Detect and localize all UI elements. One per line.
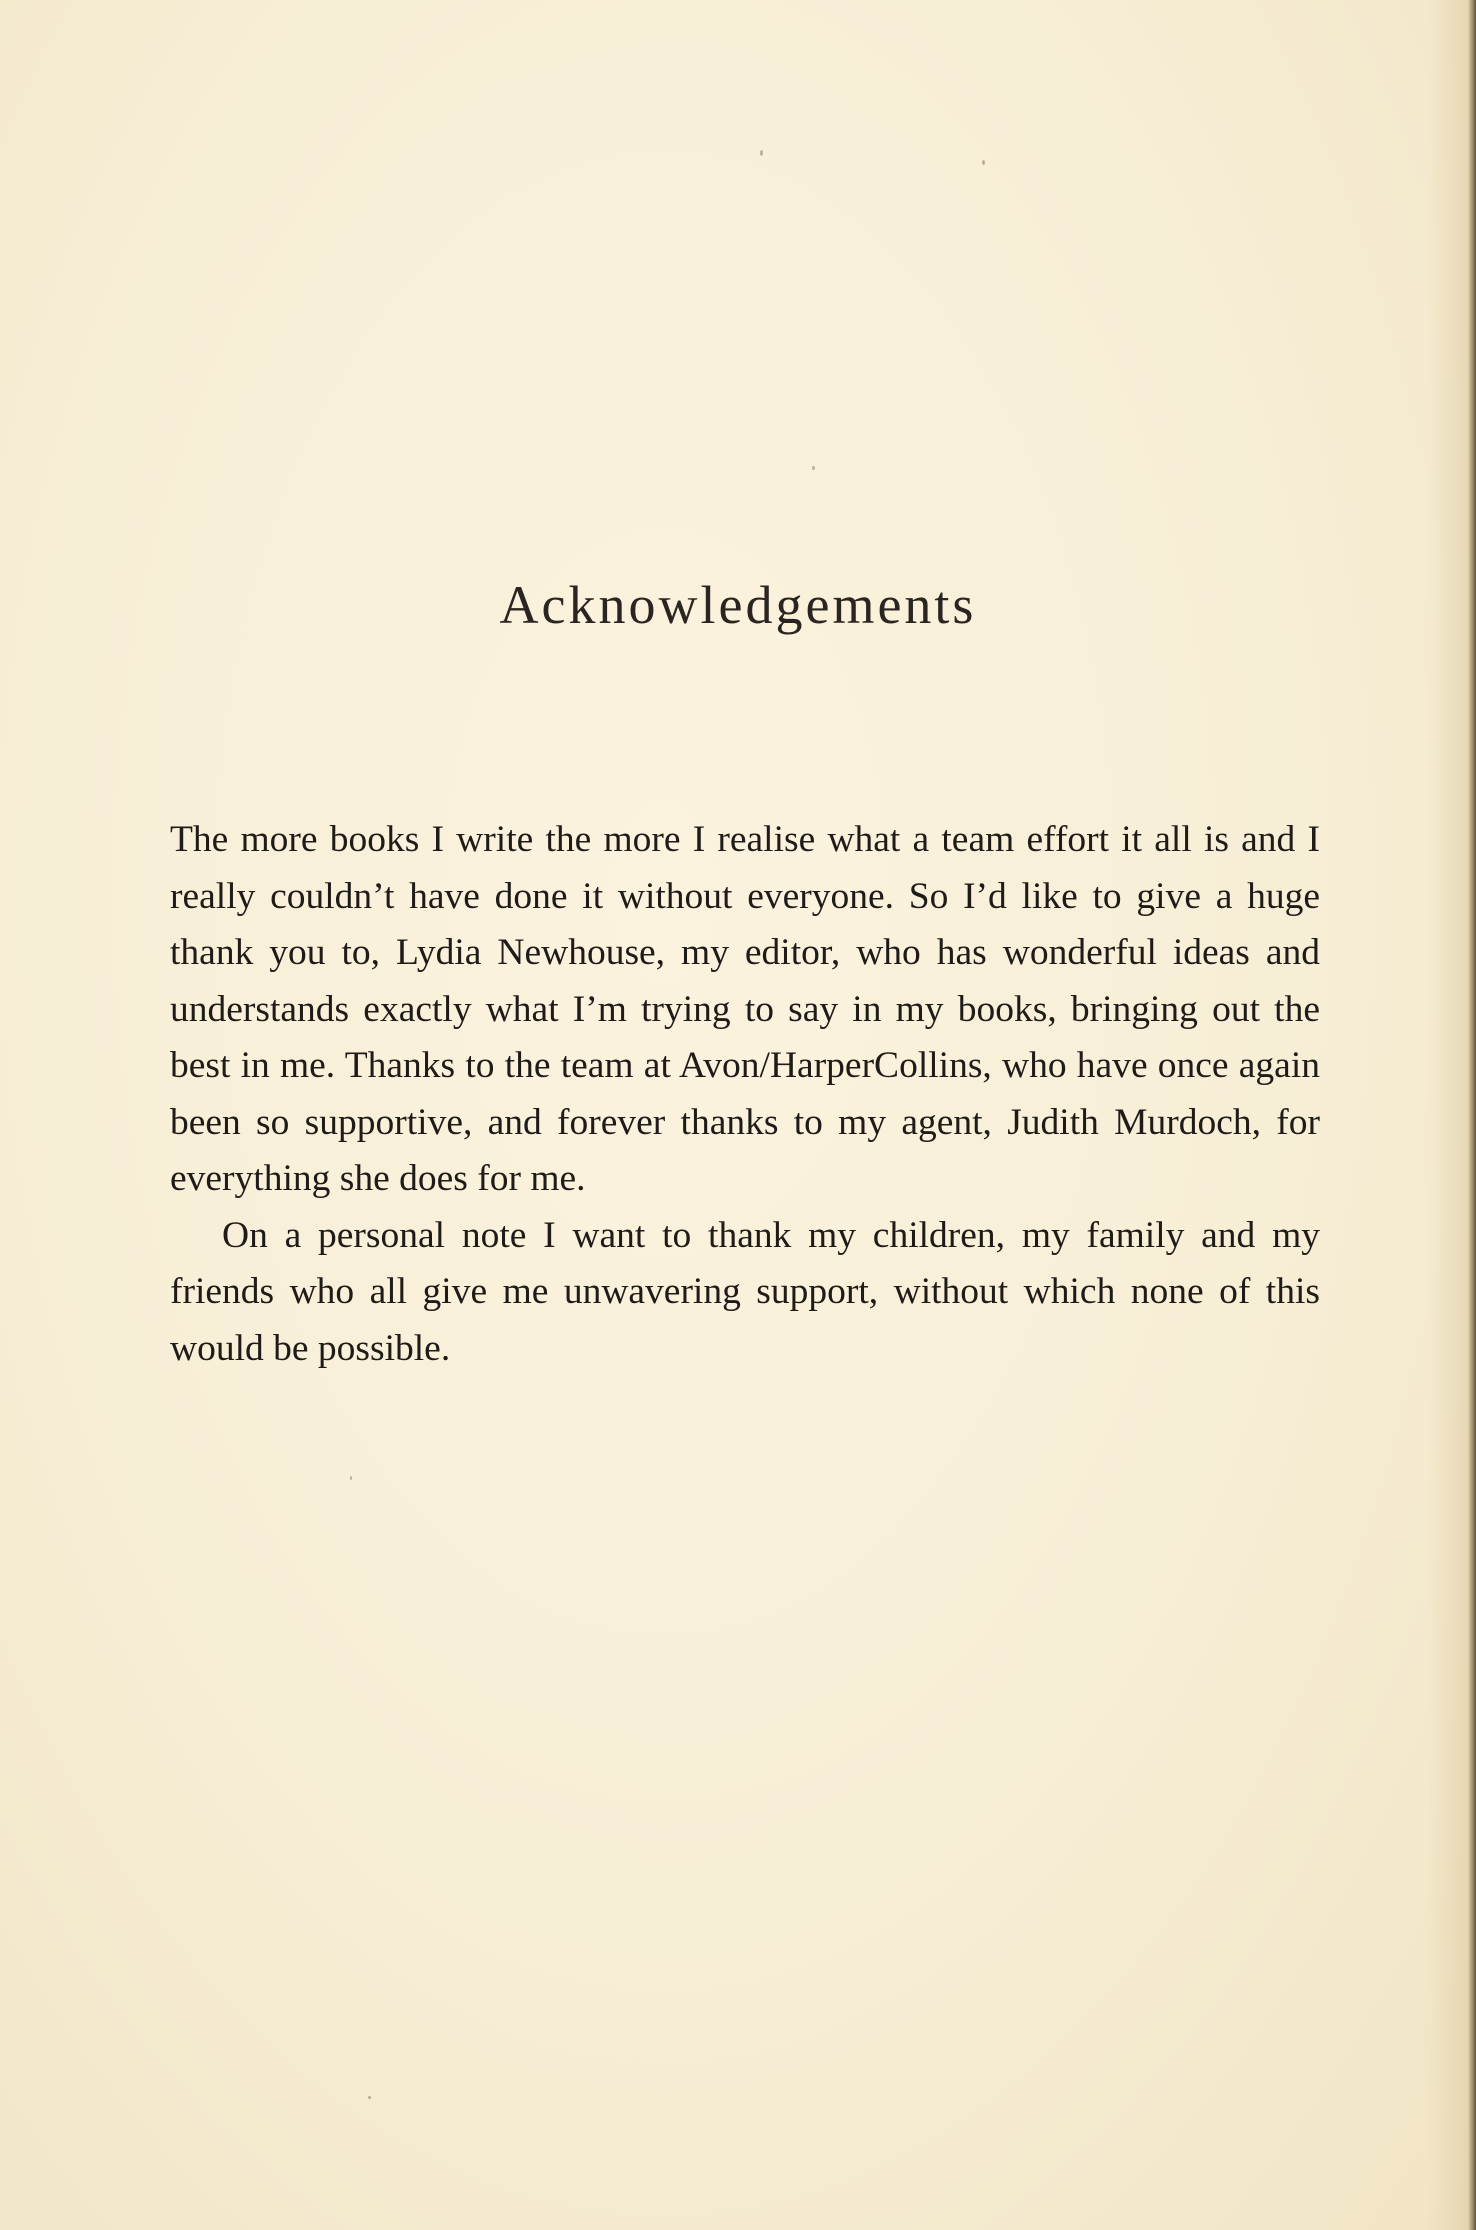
page-title: Acknowledgements xyxy=(499,575,977,635)
paper-speck xyxy=(368,2096,371,2099)
paragraph: The more books I write the more I realise what a team effort it all is and I really couldn’t have done it without everyone. So I’d like to give a huge thank you to, Lydia Newhouse, my editor, who has wonderful ideas and understands exactly what I’m trying to say in my books, bringing out the best in me. Thanks to the team at Avon/HarperCollins, who have once again been so supportive, and forever thanks to my agent, Judith Murdoch, for everything she does for me. xyxy=(170,819,1320,1199)
body-text xyxy=(170,812,1320,1377)
paper-speck xyxy=(982,160,985,165)
paragraph: On a personal note I want to thank my children, my family and my friends who all give me unwavering support, without which none of this would be possible. xyxy=(170,1214,1320,1369)
paper-speck xyxy=(350,1476,352,1480)
paper-speck xyxy=(812,466,815,470)
paper-speck xyxy=(760,150,763,156)
page-edge-shadow xyxy=(1428,0,1468,2230)
page-edge xyxy=(1468,0,1476,2230)
